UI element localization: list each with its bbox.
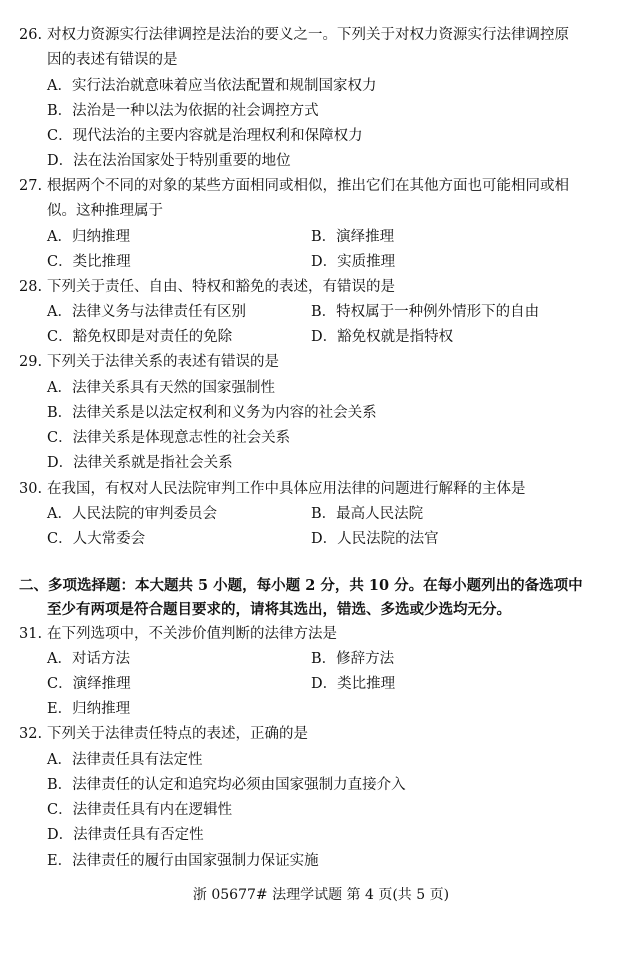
question-text: 在我国，有权对人民法院审判工作中具体应用法律的问题进行解释的主体是 xyxy=(47,481,526,497)
option-30-a: A．人民法院的审判委员会 xyxy=(47,506,217,522)
question-text: 下列关于法律责任特点的表述，正确的是 xyxy=(47,726,308,742)
option-27-d: D．实质推理 xyxy=(311,254,396,270)
question-number: 30. xyxy=(19,481,43,497)
option-27-b: B．演绎推理 xyxy=(311,229,395,245)
question-text-cont: 似。这种推理属于 xyxy=(47,203,163,219)
option-32-d: D．法律责任具有否定性 xyxy=(47,827,204,843)
option-30-d: D．人民法院的法官 xyxy=(311,531,439,547)
section-2-heading-cont: 至少有两项是符合题目要求的，请将其选出，错选、多选或少选均无分。 xyxy=(47,601,511,618)
page-footer: 浙 05677# 法理学试题 第 4 页(共 5 页) xyxy=(192,887,450,903)
option-32-e: E．法律责任的履行由国家强制力保证实施 xyxy=(47,853,319,869)
option-31-b: B．修辞方法 xyxy=(311,651,395,667)
option-31-e: E．归纳推理 xyxy=(47,701,131,717)
question-text: 根据两个不同的对象的某些方面相同或相似，推出它们在其他方面也可能相同或相 xyxy=(47,178,569,194)
option-26-d: D．法在法治国家处于特别重要的地位 xyxy=(47,153,291,169)
option-31-c: C．演绎推理 xyxy=(47,676,131,692)
option-32-c: C．法律责任具有内在逻辑性 xyxy=(47,802,233,818)
option-28-d: D．豁免权就是指特权 xyxy=(311,329,454,345)
question-text: 对权力资源实行法律调控是法治的要义之一。下列关于对权力资源实行法律调控原 xyxy=(47,27,569,43)
option-29-c: C．法律关系是体现意志性的社会关系 xyxy=(47,430,291,446)
option-29-d: D．法律关系就是指社会关系 xyxy=(47,455,233,471)
option-26-c: C．现代法治的主要内容就是治理权利和保障权力 xyxy=(47,128,363,144)
option-31-d: D．类比推理 xyxy=(311,676,396,692)
question-text: 下列关于法律关系的表述有错误的是 xyxy=(47,354,279,370)
option-28-c: C．豁免权即是对责任的免除 xyxy=(47,329,233,345)
option-31-a: A．对话方法 xyxy=(47,651,130,667)
question-number: 28. xyxy=(19,279,43,295)
option-27-c: C．类比推理 xyxy=(47,254,131,270)
option-32-a: A．法律责任具有法定性 xyxy=(47,752,203,768)
option-27-a: A．归纳推理 xyxy=(47,229,130,245)
option-30-c: C．人大常委会 xyxy=(47,531,146,547)
question-text: 下列关于责任、自由、特权和豁免的表述，有错误的是 xyxy=(47,279,395,295)
option-28-b: B．特权属于一种例外情形下的自由 xyxy=(311,304,540,320)
option-30-b: B．最高人民法院 xyxy=(311,506,424,522)
option-28-a: A．法律义务与法律责任有区别 xyxy=(47,304,246,320)
question-number: 26. xyxy=(19,27,43,43)
option-32-b: B．法律责任的认定和追究均必须由国家强制力直接介入 xyxy=(47,777,406,793)
question-text: 在下列选项中，不关涉价值判断的法律方法是 xyxy=(47,626,337,642)
question-number: 29. xyxy=(19,354,43,370)
question-number: 27. xyxy=(19,178,43,194)
option-26-a: A．实行法治就意味着应当依法配置和规制国家权力 xyxy=(47,78,377,94)
option-29-b: B．法律关系是以法定权利和义务为内容的社会关系 xyxy=(47,405,377,421)
question-number: 32. xyxy=(19,726,43,742)
option-26-b: B．法治是一种以法为依据的社会调控方式 xyxy=(47,103,319,119)
question-text-cont: 因的表述有错误的是 xyxy=(47,52,178,68)
section-2-heading: 二、多项选择题：本大题共 5 小题，每小题 2 分，共 10 分。在每小题列出的备选项中 xyxy=(19,577,583,594)
question-number: 31. xyxy=(19,626,43,642)
option-29-a: A．法律关系具有天然的国家强制性 xyxy=(47,380,275,396)
